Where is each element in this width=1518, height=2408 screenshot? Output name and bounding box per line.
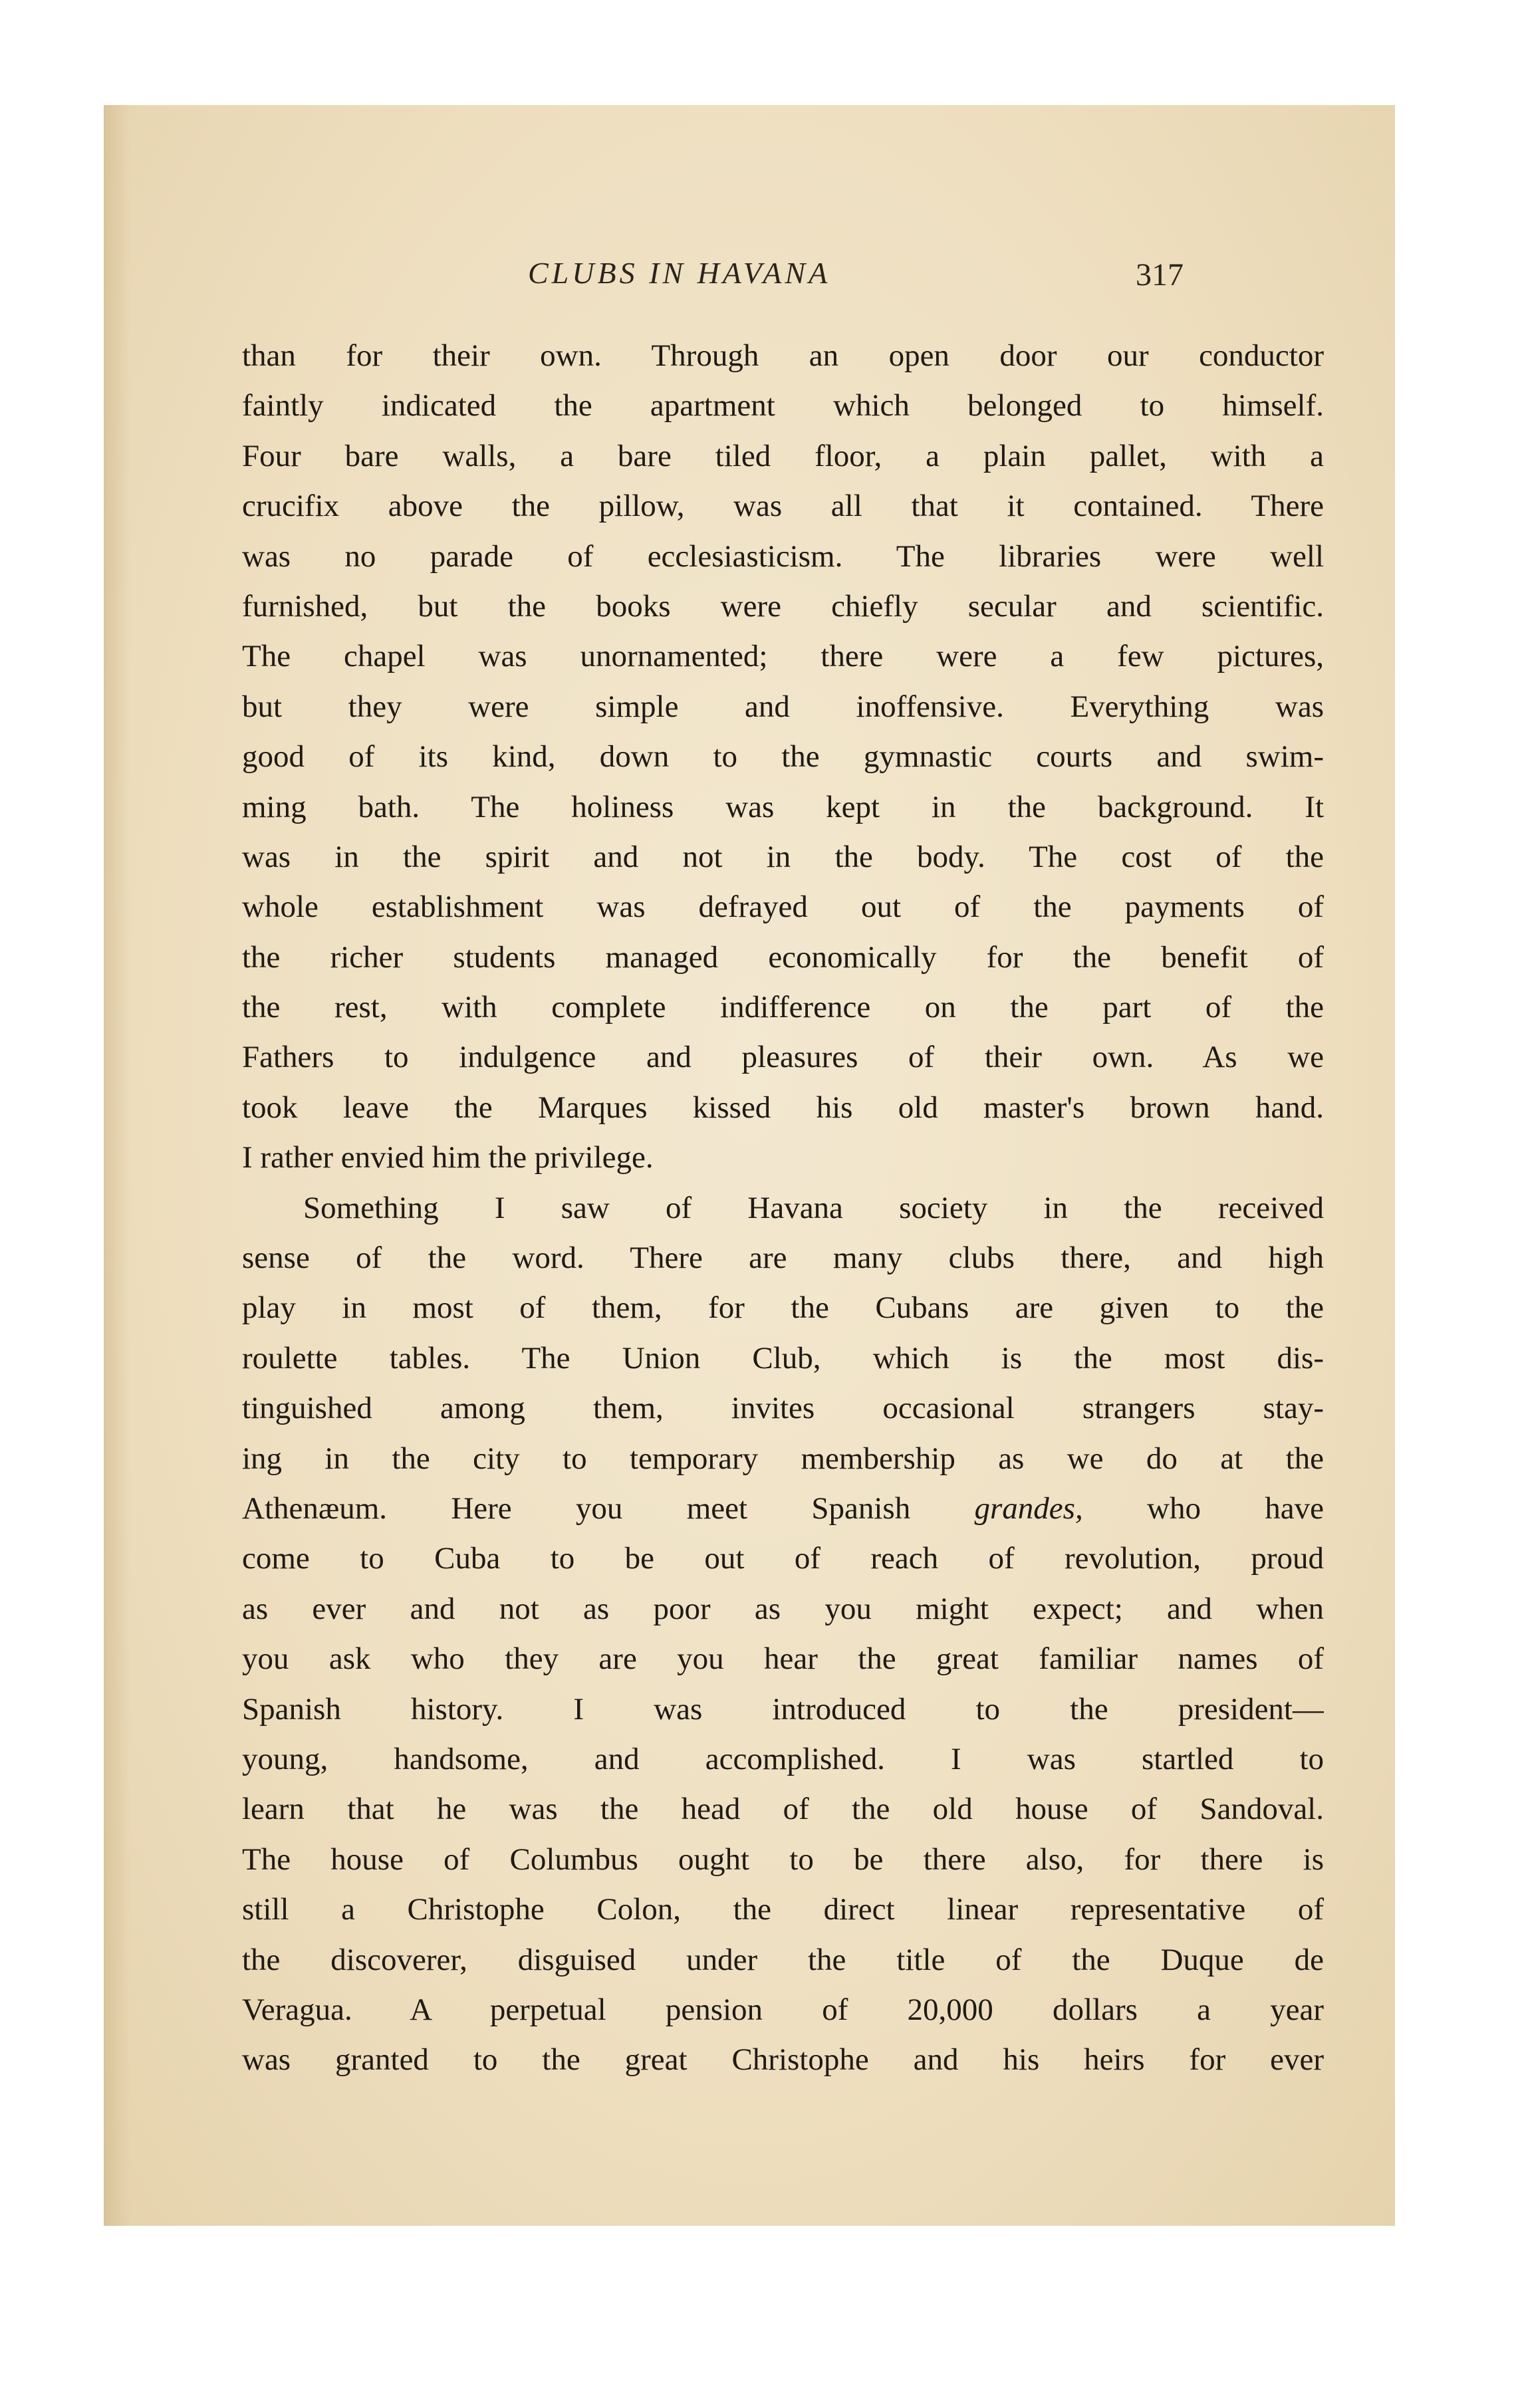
text-line: than for their own. Through an open door our conductor xyxy=(242,338,1324,373)
text-line: Fathers to indulgence and pleasures of their own. As we xyxy=(242,1040,1324,1075)
text-line: Veragua. A perpetual pension of 20,000 dollars a year xyxy=(242,1992,1324,2027)
text-line: ing in the city to temporary membership as we do at the xyxy=(242,1441,1324,1476)
text-line: ming bath. The holiness was kept in the background. It xyxy=(242,789,1324,824)
text-line: but they were simple and inoffensive. Everything was xyxy=(242,689,1324,724)
text-line: play in most of them, for the Cubans are given to the xyxy=(242,1290,1324,1326)
text-line: whole establishment was defrayed out of the payments of xyxy=(242,890,1324,925)
text-line: The chapel was unornamented; there were a few pictures, xyxy=(242,639,1324,674)
text-line: was in the spirit and not in the body. The cost of the xyxy=(242,839,1324,874)
text-line: tinguished among them, invites occasional strangers stay- xyxy=(242,1391,1324,1426)
text-line: crucifix above the pillow, was all that it contained. There xyxy=(242,489,1324,524)
running-head: CLUBS IN HAVANA xyxy=(528,256,831,290)
text-line: furnished, but the books were chiefly secular and scientific. xyxy=(242,588,1324,624)
text-line: Four bare walls, a bare tiled floor, a plain pallet, with a xyxy=(242,438,1324,473)
page-edge-shadow xyxy=(104,105,130,2226)
text-line-with-italic xyxy=(242,1484,1324,1534)
text-line: The house of Columbus ought to be there also, for there is xyxy=(242,1842,1324,1877)
text-line: come to Cuba to be out of reach of revolution, proud xyxy=(242,1541,1324,1576)
body-text xyxy=(242,331,1324,2086)
text-line: sense of the word. There are many clubs there, and high xyxy=(242,1241,1324,1276)
paragraph-end-line: I rather envied him the privilege. xyxy=(242,1140,654,1175)
italic-word: grandes, xyxy=(974,1491,1083,1526)
text-line: you ask who they are you hear the great familiar names of xyxy=(242,1641,1324,1677)
text-line: roulette tables. The Union Club, which is the most dis- xyxy=(242,1340,1324,1376)
text-segment: who have xyxy=(1082,1491,1324,1526)
book-page xyxy=(104,105,1395,2226)
text-segment: Athenæum. Here you meet Spanish xyxy=(242,1491,975,1526)
text-line: Spanish history. I was introduced to the president— xyxy=(242,1691,1324,1727)
text-line: good of its kind, down to the gymnastic courts and swim- xyxy=(242,739,1324,775)
text-line: learn that he was the head of the old house of Sandoval. xyxy=(242,1792,1324,1827)
text-line: the rest, with complete indifference on the part of the xyxy=(242,990,1324,1025)
text-line: as ever and not as poor as you might expect; and when xyxy=(242,1591,1324,1626)
text-line: still a Christophe Colon, the direct linear representative of xyxy=(242,1892,1324,1927)
paragraph-start-line: Something I saw of Havana society in the received xyxy=(303,1190,1324,1225)
text-line: took leave the Marques kissed his old master's brown hand. xyxy=(242,1090,1324,1125)
page-header xyxy=(104,255,1395,308)
text-line: faintly indicated the apartment which belonged to himself. xyxy=(242,388,1324,423)
page-number: 317 xyxy=(1136,257,1184,293)
text-line: the discoverer, disguised under the title of the Duque de xyxy=(242,1942,1324,1977)
text-line: was no parade of ecclesiasticism. The libraries were well xyxy=(242,539,1324,574)
text-line: the richer students managed economically for the benefit of xyxy=(242,939,1324,975)
text-line: was granted to the great Christophe and his heirs for ever xyxy=(242,2042,1324,2078)
text-line: young, handsome, and accomplished. I was startled to xyxy=(242,1741,1324,1776)
